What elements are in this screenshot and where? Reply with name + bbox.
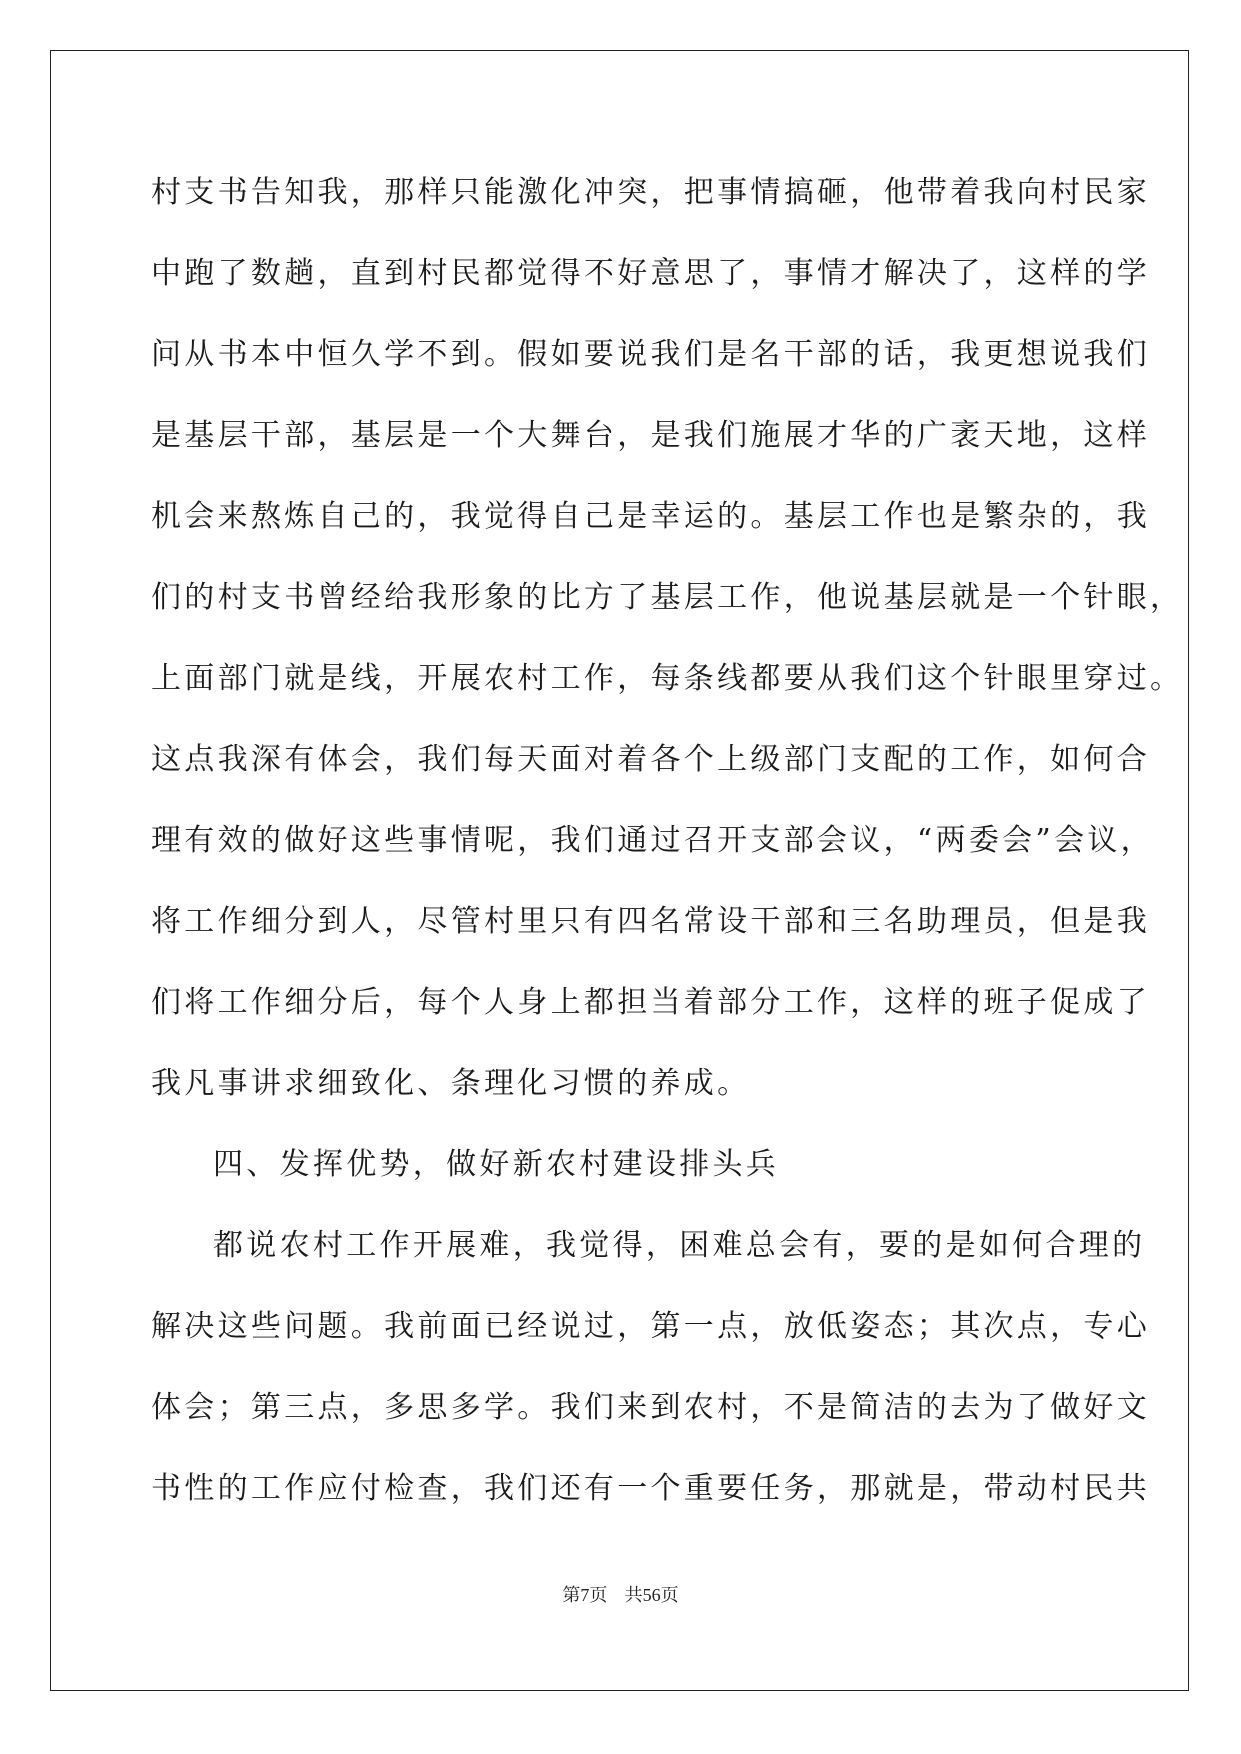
text-line: 都说农村工作开展难，我觉得，困难总会有，要的是如何合理的	[213, 1228, 1146, 1263]
text-line: 问从书本中恒久学不到。假如要说我们是名干部的话，我更想说我们	[151, 337, 1150, 372]
text-line: 是基层干部，基层是一个大舞台，是我们施展才华的广袤天地，这样	[151, 418, 1150, 453]
text-line: 体会；第三点，多思多学。我们来到农村，不是简洁的去为了做好文	[151, 1390, 1150, 1425]
text-line: 将工作细分到人，尽管村里只有四名常设干部和三名助理员，但是我	[151, 904, 1150, 939]
text-line: 上面部门就是线，开展农村工作，每条线都要从我们这个针眼里穿过。	[151, 661, 1184, 696]
text-line: 书性的工作应付检查，我们还有一个重要任务，那就是，带动村民共	[151, 1471, 1150, 1506]
page-number: 7	[580, 1585, 590, 1605]
total-pages: 56	[642, 1585, 661, 1605]
page-prefix: 第	[562, 1585, 581, 1606]
text-line: 四、发挥优势，做好新农村建设排头兵	[213, 1147, 780, 1182]
text-line: 中跑了数趟，直到村民都觉得不好意思了，事情才解决了，这样的学	[151, 256, 1150, 291]
document-body	[151, 152, 1184, 1529]
text-line: 们将工作细分后，每个人身上都担当着部分工作，这样的班子促成了	[151, 985, 1150, 1020]
text-line: 村支书告知我，那样只能激化冲突，把事情搞砸，他带着我向村民家	[151, 175, 1150, 210]
page-footer	[0, 1583, 1241, 1608]
text-line: 机会来熬炼自己的，我觉得自己是幸运的。基层工作也是繁杂的，我	[151, 499, 1150, 534]
total-suffix: 页	[660, 1585, 679, 1606]
page-suffix: 页	[589, 1585, 608, 1606]
text-line: 们的村支书曾经给我形象的比方了基层工作，他说基层就是一个针眼，	[151, 580, 1184, 615]
text-line: 理有效的做好这些事情呢，我们通过召开支部会议，“两委会”会议，	[151, 823, 1154, 858]
text-line: 解决这些问题。我前面已经说过，第一点，放低姿态；其次点，专心	[151, 1309, 1150, 1344]
total-prefix: 共	[624, 1585, 643, 1606]
text-line: 我凡事讲求细致化、条理化习惯的养成。	[151, 1066, 751, 1101]
text-line: 这点我深有体会，我们每天面对着各个上级部门支配的工作，如何合	[151, 742, 1150, 777]
